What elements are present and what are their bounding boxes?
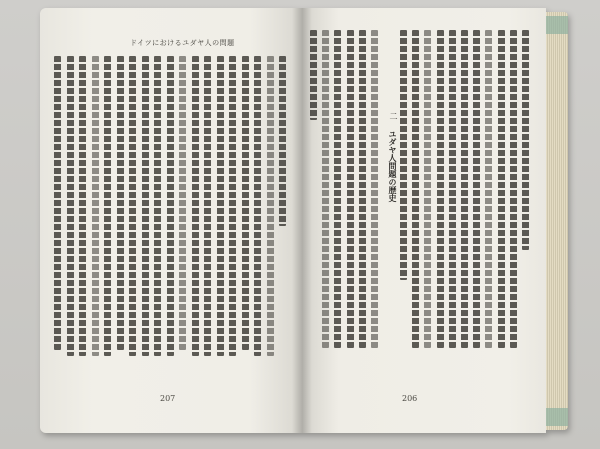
- text-column: [485, 30, 492, 348]
- book-gutter: [292, 8, 312, 433]
- text-column: [129, 56, 136, 356]
- text-column: [424, 30, 431, 348]
- edge-band: [546, 408, 568, 426]
- text-column: [371, 30, 378, 348]
- left-running-head: ドイツにおけるユダヤ人の問題: [130, 39, 235, 47]
- text-column: [412, 30, 419, 348]
- text-column: [334, 30, 341, 348]
- left-page: [40, 8, 302, 433]
- text-column: [117, 56, 124, 350]
- left-folio: 207: [160, 394, 176, 403]
- section-number: 二: [389, 112, 398, 120]
- text-column: [242, 56, 249, 350]
- text-column: [449, 30, 456, 348]
- open-book: [40, 8, 568, 433]
- text-column: [498, 30, 505, 348]
- text-column: [400, 30, 407, 280]
- text-column: [473, 30, 480, 348]
- text-column: [204, 56, 211, 356]
- page-edge: [546, 12, 568, 430]
- text-column: [92, 56, 99, 356]
- edge-band: [546, 16, 568, 34]
- text-column: [192, 56, 199, 356]
- text-column: [510, 30, 517, 348]
- text-column: [79, 56, 86, 356]
- text-column: [359, 30, 366, 348]
- section-heading: ユダヤ人問題の歴史: [388, 130, 398, 202]
- text-column: [167, 56, 174, 356]
- text-column: [179, 56, 186, 350]
- text-column: [279, 56, 286, 226]
- right-folio: 206: [402, 394, 418, 403]
- text-column: [267, 56, 274, 356]
- text-column: [322, 30, 329, 348]
- text-column: [461, 30, 468, 348]
- text-column: [67, 56, 74, 356]
- text-column: [254, 56, 261, 356]
- text-column: [142, 56, 149, 356]
- text-column: [217, 56, 224, 356]
- text-column: [229, 56, 236, 356]
- text-column: [54, 56, 61, 350]
- text-column: [347, 30, 354, 348]
- right-page: [302, 8, 546, 433]
- text-column: [522, 30, 529, 250]
- text-column: [437, 30, 444, 348]
- text-column: [104, 56, 111, 356]
- text-column: [154, 56, 161, 356]
